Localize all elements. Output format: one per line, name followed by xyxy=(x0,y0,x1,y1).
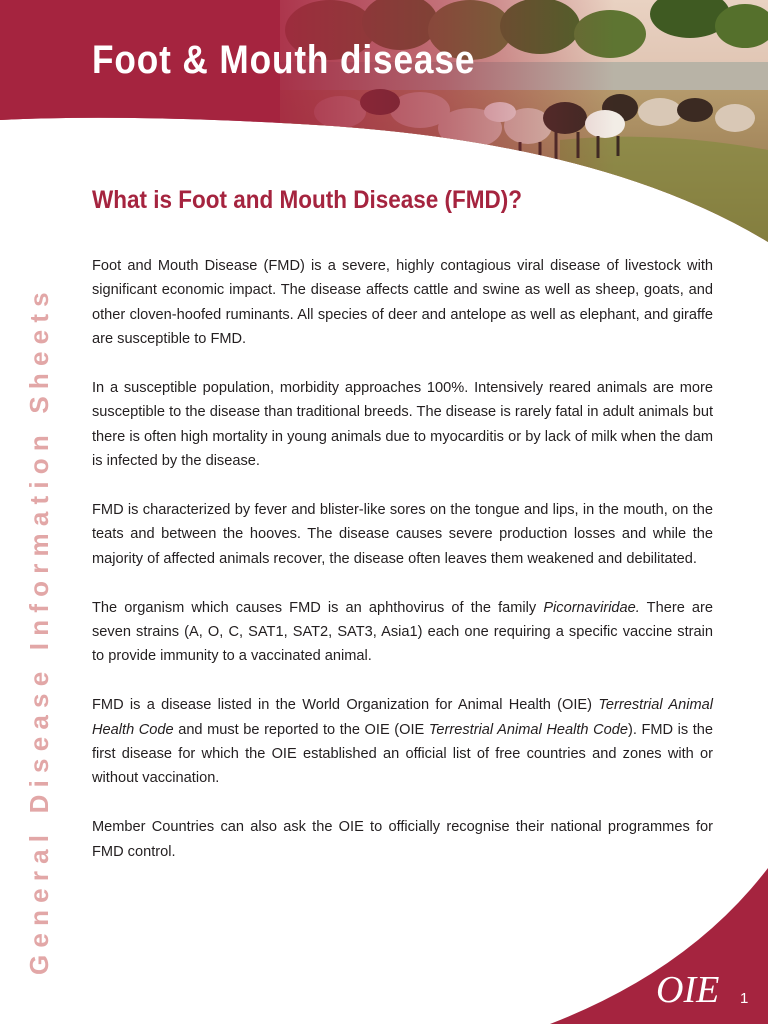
paragraph-6: Member Countries can also ask the OIE to officially recognise their national programmes for FMD control. xyxy=(92,819,713,860)
sidebar-series-label: General Disease Information Sheets xyxy=(24,285,54,975)
body-text xyxy=(92,254,713,888)
paragraph-5-text-1: FMD is a disease listed in the World Organization for Animal Health (OIE) xyxy=(92,697,599,714)
paragraph-3: FMD is characterized by fever and blister-like sores on the tongue and lips, in the mouth, on the teats and between the hooves. The disease causes severe production losses and while the majority of affected animals recover, the disease often leaves them weakened and debilitated. xyxy=(92,502,713,567)
section-heading: What is Foot and Mouth Disease (FMD)? xyxy=(92,186,522,214)
paragraph-4-italic-1: Picornaviridae. xyxy=(543,599,640,616)
paragraph-4-text-2: There are seven strains (A, O, C, SAT1, SAT2, SAT3, Asia1) each one requiring a specific vaccine strain to provide immunity to a vaccinated animal. xyxy=(92,599,714,665)
paragraph-4-text-1: The organism which causes FMD is an aphthovirus of the family xyxy=(92,599,544,616)
page-number: 1 xyxy=(740,990,749,1007)
paragraph-5 xyxy=(92,693,713,791)
footer-corner xyxy=(540,860,768,1024)
footer-swoosh xyxy=(540,860,768,1024)
paragraph-5-italic-1: Terrestrial Animal Health Code xyxy=(92,697,713,738)
page-title: Foot & Mouth disease xyxy=(92,38,476,82)
paragraph-2: In a susceptible population, morbidity approaches 100%. Intensively reared animals are more susceptible to the disease than traditional breeds. The disease is rarely fatal in adult animals but there is often high mortality in young animals due to myocarditis or by lack of milk when the dam is infected by the disease. xyxy=(92,380,713,470)
oie-logo: OIE xyxy=(656,969,720,1011)
paragraph-5-text-3: ). FMD is the first disease for which the OIE established an official list of free countries and zones with or without vaccination. xyxy=(92,721,713,787)
paragraph-5-text-2: and must be reported to the OIE (OIE xyxy=(173,721,429,738)
paragraph-5-italic-2: Terrestrial Animal Health Code xyxy=(428,721,628,738)
paragraph-4 xyxy=(92,596,713,669)
paragraph-1: Foot and Mouth Disease (FMD) is a severe, highly contagious viral disease of livestock with significant economic impact. The disease affects cattle and swine as well as sheep, goats, and other cloven-hoofed ruminants. All species of deer and antelope as well as elephant, and giraffe are susceptible to FMD. xyxy=(92,258,713,348)
